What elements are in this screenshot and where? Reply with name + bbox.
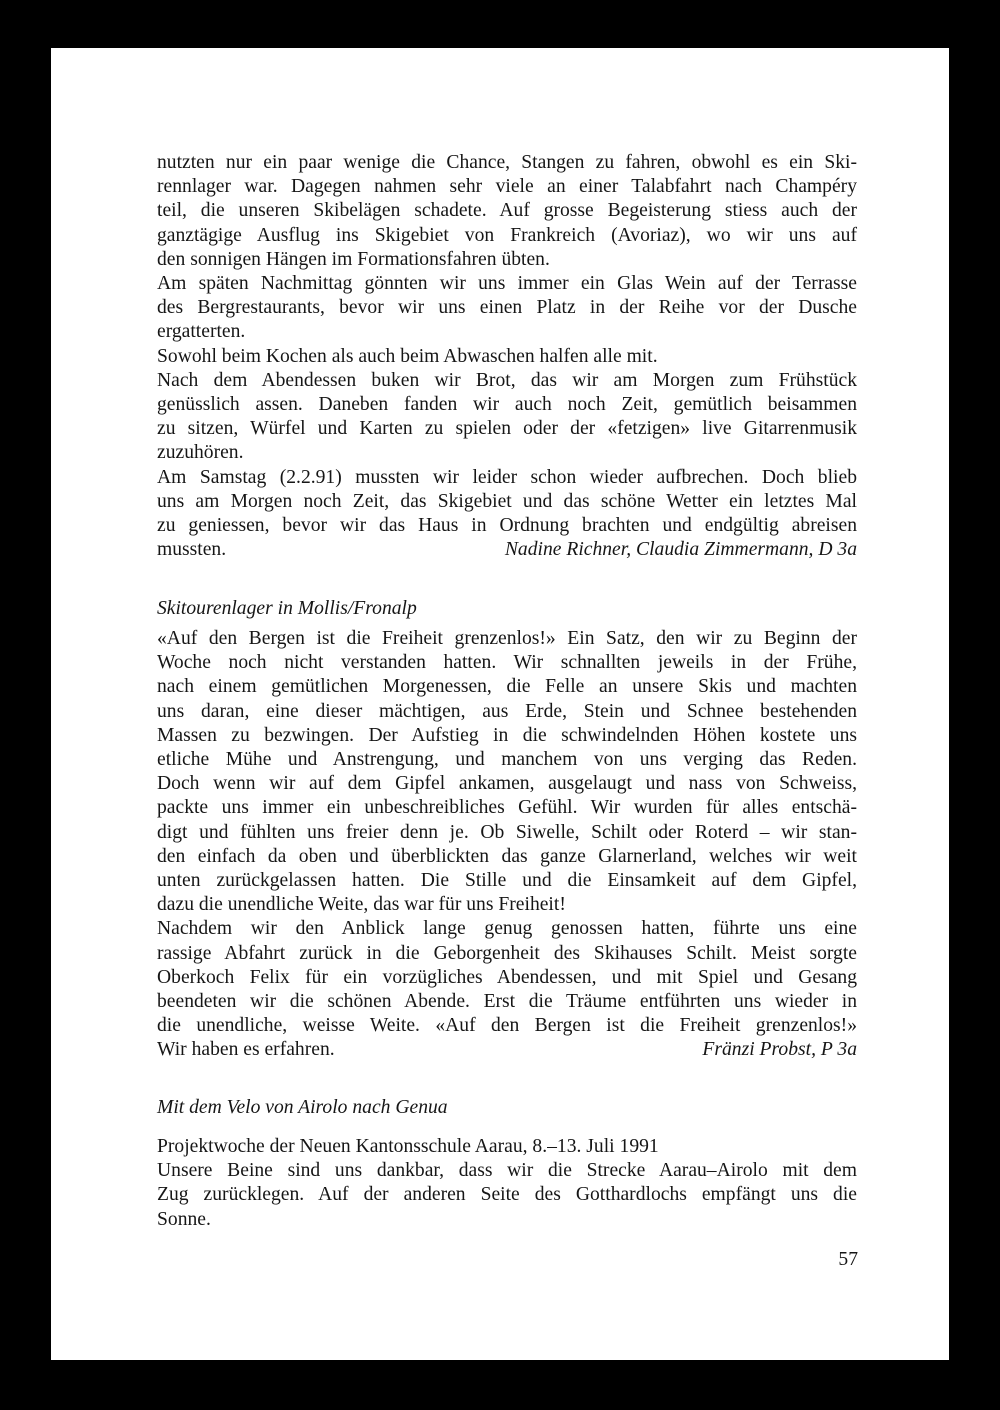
text-line: dazu die unendliche Weite, das war für uns Freiheit! (157, 894, 566, 916)
author-signature: Fränzi Probst, P 3a (702, 1039, 857, 1061)
text-line: den sonnigen Hängen im Formationsfahren übten. (157, 248, 550, 270)
text-line: ganztägige Ausflug ins Skigebiet von Frankreich (Avoriaz), wo wir uns auf (157, 224, 857, 246)
paragraph (157, 272, 857, 345)
text-line: Nach dem Abendessen buken wir Brot, das wir am Morgen zum Frühstück (157, 369, 857, 391)
text-line: Zug zurücklegen. Auf der anderen Seite des Gotthardlochs empfängt uns die (157, 1184, 857, 1206)
text-line: digt und fühlten uns freier denn je. Ob Siwelle, Schilt oder Roterd – wir stan- (157, 821, 857, 843)
ski-tour-report (157, 627, 857, 1063)
text-line: unten zurückgelassen hatten. Die Stille und die Einsamkeit auf dem Gipfel, (157, 870, 857, 892)
bike-trip-report (157, 1135, 857, 1232)
author-signature: Nadine Richner, Claudia Zimmermann, D 3a (504, 539, 857, 561)
paragraph (157, 466, 857, 563)
text-line: nutzten nur ein paar wenige die Chance, Stangen zu fahren, obwohl es ein Ski- (157, 152, 857, 173)
section-heading: Mit dem Velo von Airolo nach Genua (157, 1097, 448, 1118)
text-line: nach einem gemütlichen Morgenessen, die Felle an unsere Skis und machten (157, 676, 857, 698)
text-line: Massen zu bezwingen. Der Aufstieg in die schwindelnden Höhen kostete uns (157, 724, 857, 746)
text-line: Nachdem wir den Anblick lange genug genossen hatten, führte uns eine (157, 918, 857, 940)
paragraph (157, 1159, 857, 1232)
text-line: ergatterten. (157, 321, 246, 343)
text-line: des Bergrestaurants, bevor wir uns einen Platz in der Reihe vor der Dusche (157, 297, 857, 319)
text-line: «Auf den Bergen ist die Freiheit grenzenlos!» Ein Satz, den wir zu Beginn der (157, 628, 857, 649)
document-page (51, 48, 949, 1360)
text-line: Sonne. (157, 1208, 211, 1230)
text-line: zu sitzen, Würfel und Karten zu spielen oder der «fetzigen» live Gitarrenmusik (157, 418, 857, 440)
text-line: mussten. (157, 539, 227, 561)
paragraph (157, 151, 857, 272)
section-heading: Skitourenlager in Mollis/Fronalp (157, 598, 417, 619)
text-line: Wir haben es erfahren. (157, 1039, 335, 1061)
text-line: beendeten wir die schönen Abende. Erst die Träume entführten uns wieder in (157, 991, 857, 1013)
text-line: Doch wenn wir auf dem Gipfel ankamen, ausgelaugt und nass von Schweiss, (157, 773, 857, 795)
text-line: uns daran, eine dieser mächtigen, aus Erde, Stein und Schnee bestehenden (157, 700, 857, 722)
text-line: zu geniessen, bevor wir das Haus in Ordnung brachten und endgültig abreisen (157, 515, 857, 537)
text-line: zuzuhören. (157, 442, 244, 464)
text-line: Sowohl beim Kochen als auch beim Abwaschen halfen alle mit. (157, 345, 658, 367)
project-week-subtitle: Projektwoche der Neuen Kantonsschule Aarau, 8.–13. Juli 1991 (157, 1136, 659, 1157)
paragraph (157, 345, 857, 369)
text-line: teil, die unseren Skibelägen schadete. Auf grosse Begeisterung stiess auch der (157, 200, 857, 222)
closing-line (157, 1038, 857, 1062)
paragraph (157, 917, 857, 1062)
paragraph (157, 1135, 857, 1159)
text-line: Woche noch nicht verstanden hatten. Wir schnallten jeweils in der Frühe, (157, 652, 857, 674)
ski-camp-report (157, 151, 857, 562)
text-line: Am Samstag (2.2.91) mussten wir leider schon wieder aufbrechen. Doch blieb (157, 466, 857, 488)
text-line: Oberkoch Felix für ein vorzügliches Abendessen, und mit Spiel und Gesang (157, 966, 857, 988)
text-line: uns am Morgen noch Zeit, das Skigebiet und das schöne Wetter ein letztes Mal (157, 490, 857, 512)
text-line: rennlager war. Dagegen nahmen sehr viele an einer Talabfahrt nach Champéry (157, 176, 857, 198)
text-line: Unsere Beine sind uns dankbar, dass wir die Strecke Aarau–Airolo mit dem (157, 1160, 857, 1182)
text-line: den einfach da oben und überblickten das ganze Glarnerland, welches wir weit (157, 845, 857, 867)
text-line: genüsslich assen. Daneben fanden wir auch noch Zeit, gemütlich beisammen (157, 394, 857, 416)
closing-line (157, 538, 857, 562)
text-line: die unendliche, weisse Weite. «Auf den Bergen ist die Freiheit grenzenlos!» (157, 1015, 857, 1037)
paragraph (157, 627, 857, 917)
text-line: rassige Abfahrt zurück in die Geborgenheit des Skihauses Schilt. Meist sorgte (157, 942, 857, 964)
text-line: packte uns immer ein unbeschreibliches Gefühl. Wir wurden für alles entschä- (157, 797, 857, 819)
paragraph (157, 369, 857, 466)
text-line: Am späten Nachmittag gönnten wir uns immer ein Glas Wein auf der Terrasse (157, 273, 857, 295)
text-line: etliche Mühe und Anstrengung, und manchem von uns verging das Reden. (157, 749, 857, 771)
page-number: 57 (838, 1249, 858, 1270)
